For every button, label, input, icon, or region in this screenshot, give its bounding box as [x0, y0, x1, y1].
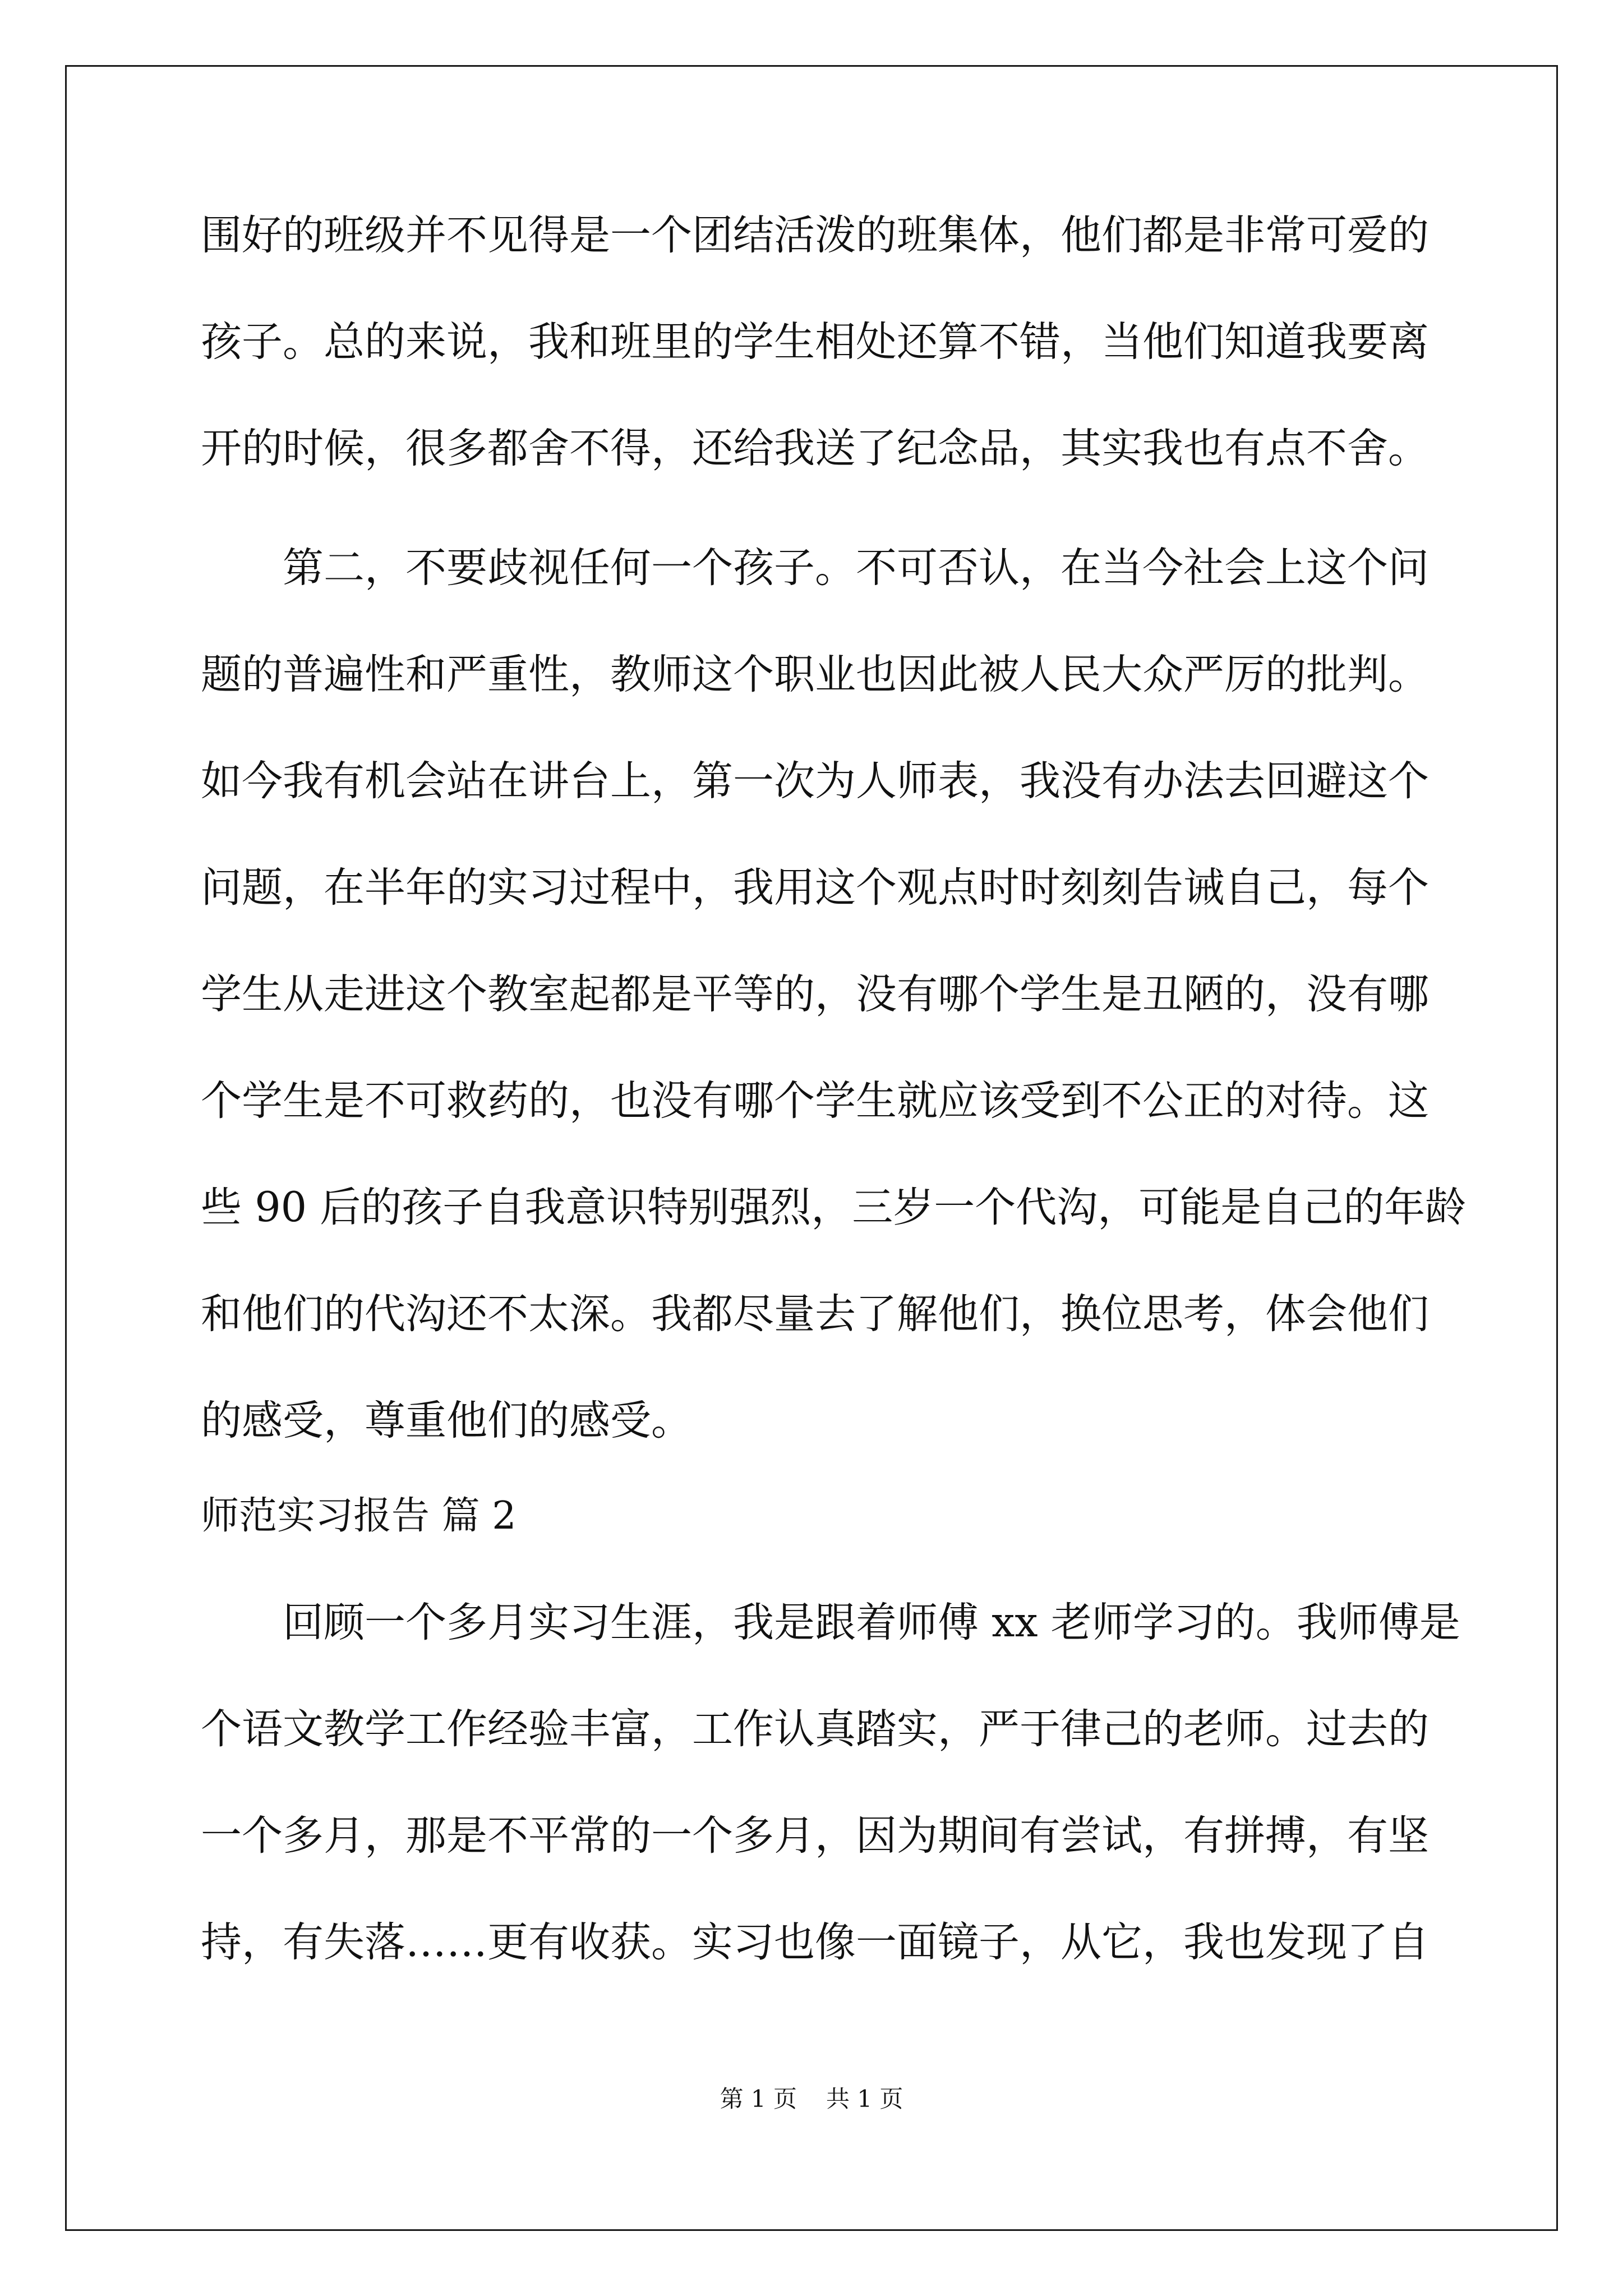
- page-total: 共 1 页: [826, 2085, 903, 2113]
- body-text-line: 如今我有机会站在讲台上，第一次为人师表，我没有办法去回避这个: [201, 757, 1429, 805]
- body-text-line: 个语文教学工作经验丰富，工作认真踏实，严于律己的老师。过去的: [201, 1705, 1429, 1753]
- body-text-line: 些 90 后的孩子自我意识特别强烈，三岁一个代沟，可能是自己的年龄: [201, 1184, 1467, 1231]
- page-border: [65, 65, 1558, 2231]
- body-text-line: 问题，在半年的实习过程中，我用这个观点时时刻刻告诫自己，每个: [201, 864, 1429, 912]
- page-number: 第 1 页: [720, 2085, 797, 2113]
- body-text-line: 学生从走进这个教室起都是平等的，没有哪个学生是丑陋的，没有哪: [201, 970, 1429, 1018]
- body-text-line: 题的普遍性和严重性，教师这个职业也因此被人民大众严厉的批判。: [201, 651, 1429, 698]
- section-heading: 师范实习报告 篇 2: [201, 1494, 517, 1538]
- body-text-line: 持，有失落……更有收获。实习也像一面镜子，从它，我也发现了自: [201, 1918, 1429, 1966]
- body-text-line: 孩子。总的来说，我和班里的学生相处还算不错，当他们知道我要离: [201, 318, 1429, 366]
- page-footer: [0, 2082, 1623, 2116]
- body-text-line: 开的时候，很多都舍不得，还给我送了纪念品，其实我也有点不舍。: [201, 425, 1429, 472]
- paragraph-first-line: 回顾一个多月实习生涯，我是跟着师傅 xx 老师学习的。我师傅是: [201, 1599, 1460, 1646]
- body-text-line: 的感受，尊重他们的感受。: [201, 1397, 692, 1444]
- paragraph-first-line: 第二，不要歧视任何一个孩子。不可否认，在当今社会上这个问: [201, 544, 1429, 592]
- body-text-line: 个学生是不可救药的，也没有哪个学生就应该受到不公正的对待。这: [201, 1077, 1429, 1125]
- body-text-line: 一个多月，那是不平常的一个多月，因为期间有尝试，有拼搏，有坚: [201, 1812, 1429, 1860]
- body-text-line: 和他们的代沟还不太深。我都尽量去了解他们，换位思考，体会他们: [201, 1290, 1429, 1338]
- body-text-line: 围好的班级并不见得是一个团结活泼的班集体，他们都是非常可爱的: [201, 211, 1429, 259]
